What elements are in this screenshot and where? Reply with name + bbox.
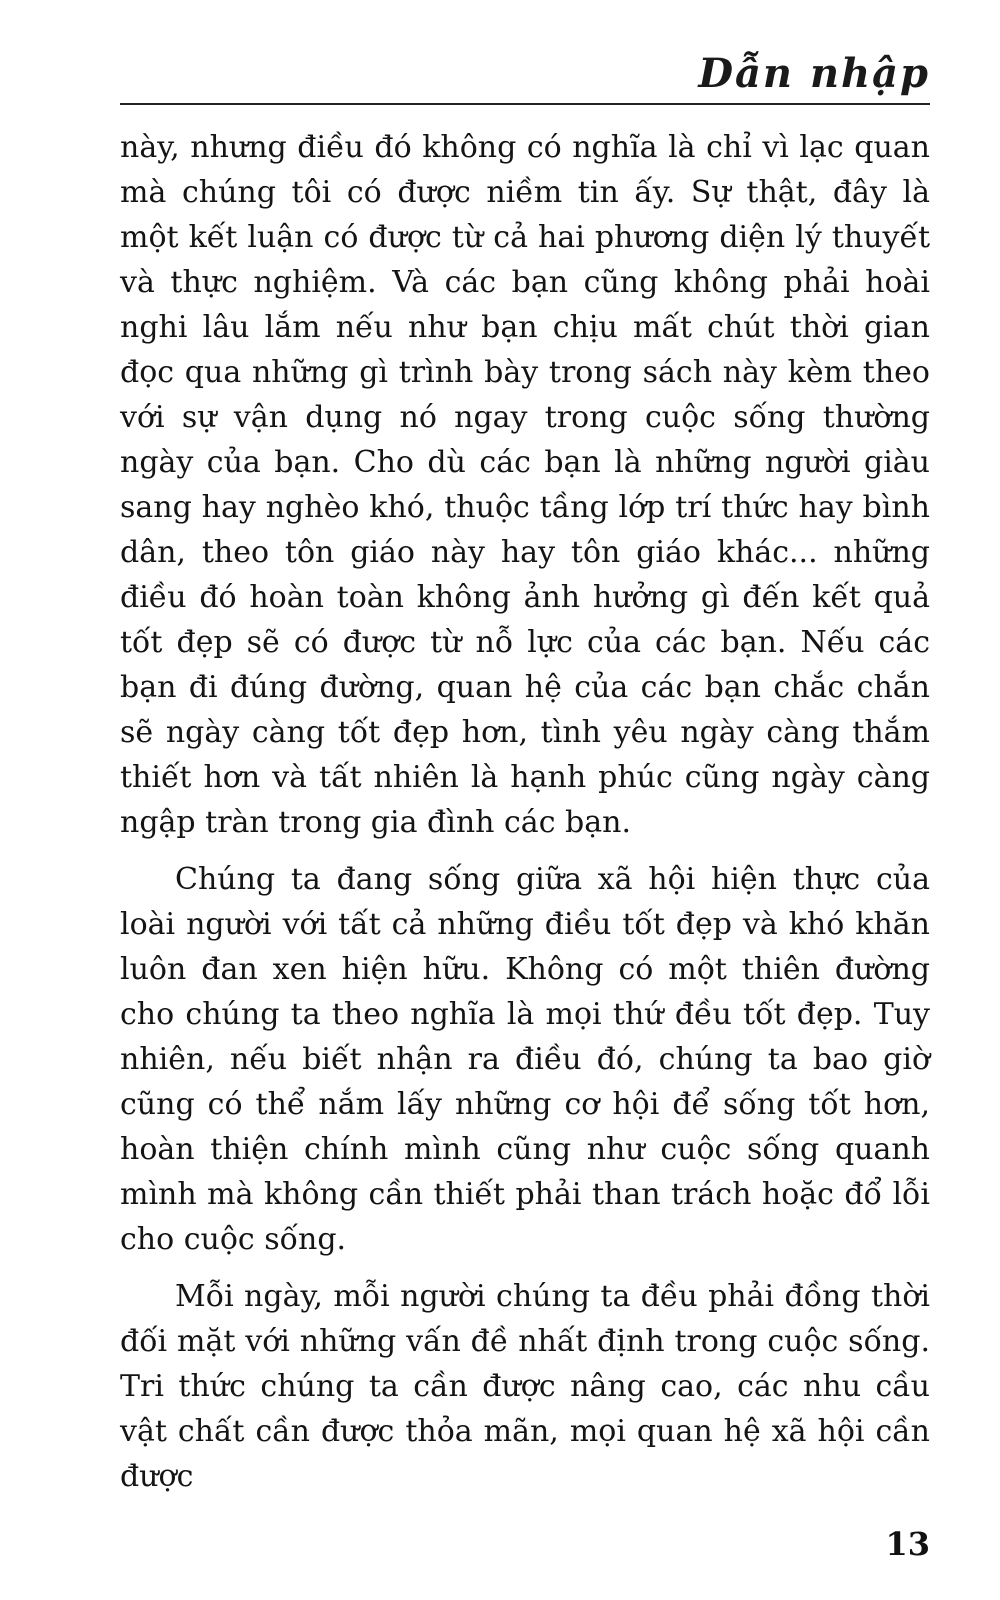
body-text bbox=[120, 125, 930, 1499]
running-header: Dẫn nhập bbox=[698, 50, 930, 97]
paragraph-2: Chúng ta đang sống giữa xã hội hiện thực của loài người với tất cả những điều tốt đẹp và khó khăn luôn đan xen hiện hữu. Không có một thiên đường cho chúng ta theo nghĩa là mọi thứ đều tốt đẹp. Tuy nhiên, nếu biết nhận ra điều đó, chúng ta bao giờ cũng có thể nắm lấy những cơ hội để sống tốt hơn, hoàn thiện chính mình cũng như cuộc sống quanh mình mà không cần thiết phải than trách hoặc đổ lỗi cho cuộc sống. bbox=[120, 862, 930, 1257]
header-rule bbox=[120, 103, 930, 105]
paragraph-3: Mỗi ngày, mỗi người chúng ta đều phải đồng thời đối mặt với những vấn đề nhất định trong cuộc sống. Tri thức chúng ta cần được nâng cao, các nhu cầu vật chất cần được thỏa mãn, mọi quan hệ xã hội cần được bbox=[120, 1279, 930, 1494]
paragraph-1: này, nhưng điều đó không có nghĩa là chỉ vì lạc quan mà chúng tôi có được niềm tin ấy. Sự thật, đây là một kết luận có được từ cả hai phương diện lý thuyết và thực nghiệm. Và các bạn cũng không phải hoài nghi lâu lắm nếu như bạn chịu mất chút thời gian đọc qua những gì trình bày trong sách này kèm theo với sự vận dụng nó ngay trong cuộc sống thường ngày của bạn. Cho dù các bạn là những người giàu sang hay nghèo khó, thuộc tầng lớp trí thức hay bình dân, theo tôn giáo này hay tôn giáo khác... những điều đó hoàn toàn không ảnh hưởng gì đến kết quả tốt đẹp sẽ có được từ nỗ lực của các bạn. Nếu các bạn đi đúng đường, quan hệ của các bạn chắc chắn sẽ ngày càng tốt đẹp hơn, tình yêu ngày càng thắm thiết hơn và tất nhiên là hạnh phúc cũng ngày càng ngập tràn trong gia đình các bạn. bbox=[120, 130, 930, 840]
page-number: 13 bbox=[885, 1525, 930, 1563]
